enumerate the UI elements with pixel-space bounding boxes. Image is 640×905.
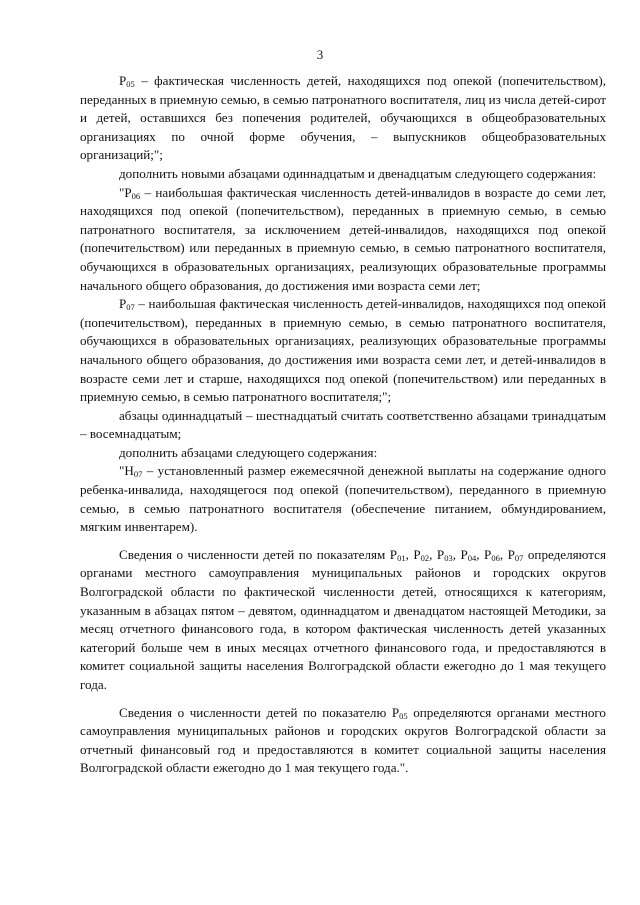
paragraph-h07: "$H_{07}$ – установленный размер ежемесячной денежной выплаты на содержание одного ребенка-инвалида, находящегося под опекой (попечительством), переданного в приемную семью, в семью патронатного воспитателя (обеспечение питанием, обмундированием, мягким инвентарем). <box>80 463 606 535</box>
page-number: 3 <box>316 47 324 62</box>
paragraph-renumber: абзацы одиннадцатый – шестнадцатый считать соответственно абзацами тринадцатым – восемнадцатым; <box>80 407 606 442</box>
paragraph-p06: "$P_{06}$ – наибольшая фактическая численность детей-инвалидов в возрасте до семи лет, находящихся под опекой (попечительством), переданных в приемную семью, в семью патронатного воспитателя, за исключением детей-инвалидов, находящихся под опекой (попечительством) или переданных в приемную семью, в семью патронатного воспитателя, обучающихся в образовательных организациях, реализующих образовательные программы начального общего образования, до достижения ими возраста семи лет; <box>80 184 606 293</box>
paragraph-add-paragraphs: дополнить абзацами следующего содержания: <box>119 444 378 460</box>
paragraph-info-indicators: Сведения о численности детей по показателям $P_{01}$, $P_{02}$, $P_{03}$, $P_{04}$, $P_{06}$, $P_{07}$ определяются органами местного самоуправления муниципальных районов и городских округов Волгоградской области по фактической численности детей, относящихся к категориям, указанным в абзацах пятом – девятом, одиннадцатом и двенадцатом настоящей Методики, за месяц отчетного финансового года, в котором фактическая численность детей указанных категорий больше чем в иных месяцах отчетного финансового года, и предоставляются в комитет социальной защиты населения Волгоградской области ежегодно до 1 мая текущего года. <box>80 546 606 692</box>
paragraph-p07: $P_{07}$ – наибольшая фактическая численность детей-инвалидов, находящихся под опекой (попечительством), переданных в приемную семью, в семью патронатного воспитателя, обучающихся в образовательных организациях, реализующих образовательные программы начального общего образования, до достижения ими возраста семи лет, и детей-инвалидов в возрасте семи лет и старше, находящихся под опекой (попечительством) или переданных в приемную семью, в семью патронатного воспитателя;"; <box>80 296 606 405</box>
paragraph-p05: $P_{05}$ – фактическая численность детей, находящихся под опекой (попечительством), переданных в приемную семью, в семью патронатного воспитателя, лиц из числа детей-сирот и детей, оставшихся без попечения родителей, обучающихся в общеобразовательных организациях по очной форме обучения, – выпускников общеобразовательных организаций;"; <box>80 73 606 163</box>
paragraph-add-11-12: дополнить новыми абзацами одиннадцатым и двенадцатым следующего содержания: <box>119 165 597 181</box>
document-body <box>80 72 606 778</box>
paragraph-info-p05: Сведения о численности детей по показателю $P_{05}$ определяются органами местного самоуправления муниципальных районов и городских округов Волгоградской области за отчетный финансовый год и предоставляются в комитет социальной защиты населения Волгоградской области ежегодно до 1 мая текущего года.". <box>80 704 606 776</box>
